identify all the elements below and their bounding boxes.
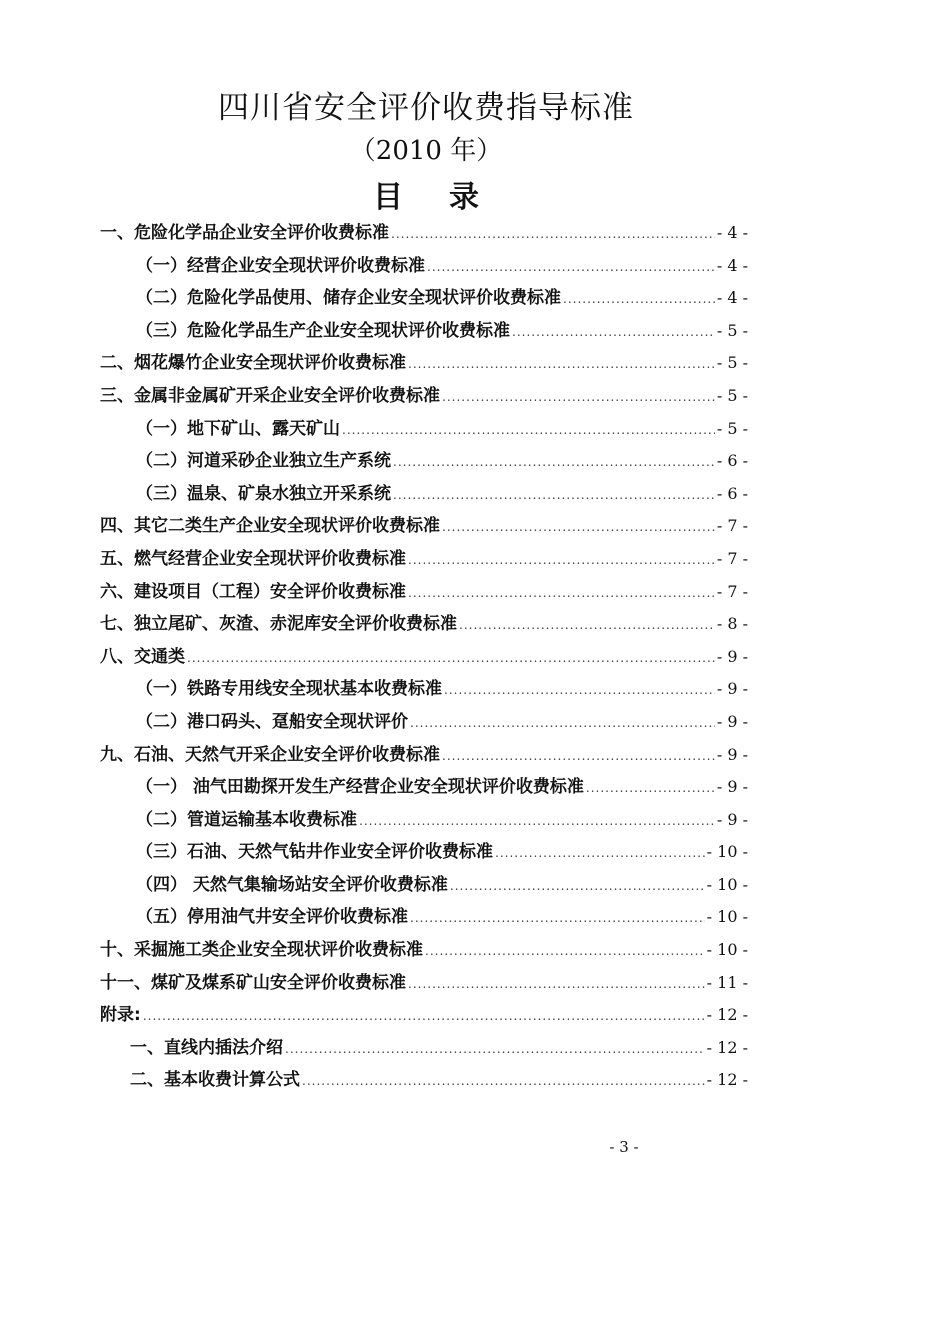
toc-entry-label: 七、独立尾矿、灰渣、赤泥库安全评价收费标准 [100, 614, 457, 635]
toc-entry[interactable] [100, 771, 748, 804]
toc-entry[interactable] [100, 967, 748, 1000]
toc-leader-dots [408, 968, 705, 1001]
toc-entry-page: - 12 - [706, 1005, 748, 1025]
toc-leader-dots [342, 414, 715, 447]
toc-entry[interactable] [100, 999, 748, 1032]
toc-entry[interactable] [100, 478, 748, 511]
toc-entry[interactable] [100, 641, 748, 674]
toc-entry-label: 一、危险化学品企业安全评价收费标准 [100, 223, 389, 243]
toc-entry[interactable] [100, 836, 748, 869]
toc-entry-label: 五、燃气经营企业安全现状评价收费标准 [100, 548, 406, 569]
toc-entry-page: - 11 - [706, 972, 748, 992]
toc-entry-page: - 5 - [716, 385, 748, 405]
toc-entry-page: - 7 - [716, 516, 748, 536]
toc-entry-label: （三）石油、天然气钻井作业安全评价收费标准 [136, 842, 493, 863]
toc-entry-label: 二、基本收费计算公式 [130, 1070, 300, 1091]
page-number: - 3 - [609, 1138, 639, 1156]
toc-entry[interactable] [100, 380, 748, 413]
toc-entry[interactable] [100, 250, 748, 283]
toc-entry-label: （二）港口码头、趸船安全现状评价 [136, 711, 408, 732]
toc-entry-label: 附录: [100, 1005, 141, 1026]
toc-entry-page: - 7 - [716, 548, 748, 568]
toc-leader-dots [425, 935, 705, 968]
toc-entry[interactable] [100, 869, 748, 902]
toc-entry-page: - 9 - [716, 809, 748, 829]
toc-entry[interactable] [100, 347, 748, 380]
toc-leader-dots [408, 348, 715, 381]
toc-leader-dots [410, 707, 715, 740]
toc-entry-label: （四） 天然气集输场站安全评价收费标准 [136, 874, 448, 895]
toc-entry[interactable] [100, 510, 748, 543]
toc-entry[interactable] [100, 543, 748, 576]
toc-entry-page: - 4 - [716, 223, 748, 242]
toc-leader-dots [512, 316, 715, 349]
toc-entry[interactable] [100, 804, 748, 837]
toc-entry-page: - 12 - [706, 1037, 748, 1057]
toc-entry-page: - 9 - [716, 646, 748, 666]
toc-entry-label: （二）管道运输基本收费标准 [136, 809, 357, 830]
toc-entry-page: - 5 - [716, 353, 748, 373]
toc-entry-page: - 5 - [716, 320, 748, 340]
toc-leader-dots [393, 479, 715, 512]
toc-entry-label: （一）地下矿山、露天矿山 [136, 418, 340, 439]
toc-entry[interactable] [100, 608, 748, 641]
toc-heading: 目录 [373, 180, 525, 215]
toc-leader-dots [187, 642, 715, 675]
toc-entry-label: 六、建设项目（工程）安全评价收费标准 [100, 581, 406, 602]
toc-entry-label: （五）停用油气井安全评价收费标准 [136, 907, 408, 928]
toc-entry-page: - 10 - [706, 842, 748, 862]
toc-entry-label: 四、其它二类生产企业安全现状评价收费标准 [100, 516, 440, 537]
toc-entry[interactable] [100, 739, 748, 772]
toc-entry-label: 一、直线内插法介绍 [130, 1037, 283, 1058]
toc-entry[interactable] [100, 934, 748, 967]
toc-leader-dots [393, 446, 715, 479]
toc-entry-label: （一） 油气田勘探开发生产经营企业安全现状评价收费标准 [136, 777, 584, 798]
toc-entry-label: 三、金属非金属矿开采企业安全评价收费标准 [100, 385, 440, 406]
toc-leader-dots [359, 805, 715, 838]
toc-entry[interactable] [100, 445, 748, 478]
toc-leader-dots [143, 1000, 705, 1033]
toc-leader-dots [563, 283, 715, 316]
toc-leader-dots [442, 740, 715, 773]
toc-entry-page: - 8 - [716, 614, 748, 634]
toc-entry[interactable] [100, 217, 748, 250]
toc-leader-dots [427, 251, 715, 284]
toc-entry-label: （一）经营企业安全现状评价收费标准 [136, 255, 425, 276]
toc-entry-page: - 4 - [716, 288, 748, 308]
toc-entry-page: - 10 - [706, 907, 748, 927]
toc-leader-dots [444, 674, 715, 707]
toc-entry-page: - 6 - [716, 483, 748, 503]
document-year: （2010 年） [349, 136, 503, 166]
toc-entry-label: 八、交通类 [100, 646, 185, 667]
toc-entry[interactable] [100, 1032, 748, 1065]
toc-leader-dots [408, 544, 715, 577]
toc-entry-page: - 9 - [716, 679, 748, 699]
toc-leader-dots [391, 218, 715, 251]
toc-entry-label: 九、石油、天然气开采企业安全评价收费标准 [100, 744, 440, 765]
toc-entry-label: （三）温泉、矿泉水独立开采系统 [136, 483, 391, 504]
toc-leader-dots [410, 902, 705, 935]
toc-entry-label: （三）危险化学品生产企业安全现状评价收费标准 [136, 320, 510, 341]
toc-leader-dots [495, 837, 705, 870]
toc-entry[interactable] [100, 282, 748, 315]
toc-leader-dots [459, 609, 715, 642]
table-of-contents [100, 217, 748, 1097]
toc-leader-dots [442, 381, 715, 414]
document-title: 四川省安全评价收费指导标准 [218, 90, 634, 126]
toc-entry-page: - 10 - [706, 940, 748, 960]
toc-entry-page: - 10 - [706, 874, 748, 894]
toc-entry-page: - 9 - [716, 711, 748, 731]
toc-leader-dots [586, 772, 715, 805]
toc-entry-page: - 7 - [716, 581, 748, 601]
toc-leader-dots [285, 1033, 705, 1066]
toc-entry-label: 二、烟花爆竹企业安全现状评价收费标准 [100, 353, 406, 374]
toc-leader-dots [408, 577, 715, 610]
toc-entry[interactable] [100, 413, 748, 446]
toc-entry-label: （二）危险化学品使用、储存企业安全现状评价收费标准 [136, 288, 561, 309]
toc-entry[interactable] [100, 1064, 748, 1097]
toc-entry-page: - 5 - [716, 418, 748, 438]
toc-entry-label: 十、采掘施工类企业安全现状评价收费标准 [100, 940, 423, 961]
toc-entry[interactable] [100, 576, 748, 609]
toc-entry-page: - 6 - [716, 451, 748, 471]
toc-entry-page: - 12 - [706, 1070, 748, 1090]
toc-leader-dots [450, 870, 705, 903]
toc-leader-dots [442, 511, 715, 544]
toc-entry-label: 十一、煤矿及煤系矿山安全评价收费标准 [100, 972, 406, 993]
toc-entry[interactable] [100, 673, 748, 706]
toc-entry[interactable] [100, 315, 748, 348]
toc-entry-page: - 4 - [716, 255, 748, 275]
toc-entry[interactable] [100, 901, 748, 934]
toc-entry-page: - 9 - [716, 777, 748, 797]
toc-leader-dots [302, 1065, 705, 1098]
toc-entry[interactable] [100, 706, 748, 739]
toc-entry-page: - 9 - [716, 744, 748, 764]
toc-entry-label: （一）铁路专用线安全现状基本收费标准 [136, 679, 442, 700]
toc-entry-label: （二）河道采砂企业独立生产系统 [136, 451, 391, 472]
